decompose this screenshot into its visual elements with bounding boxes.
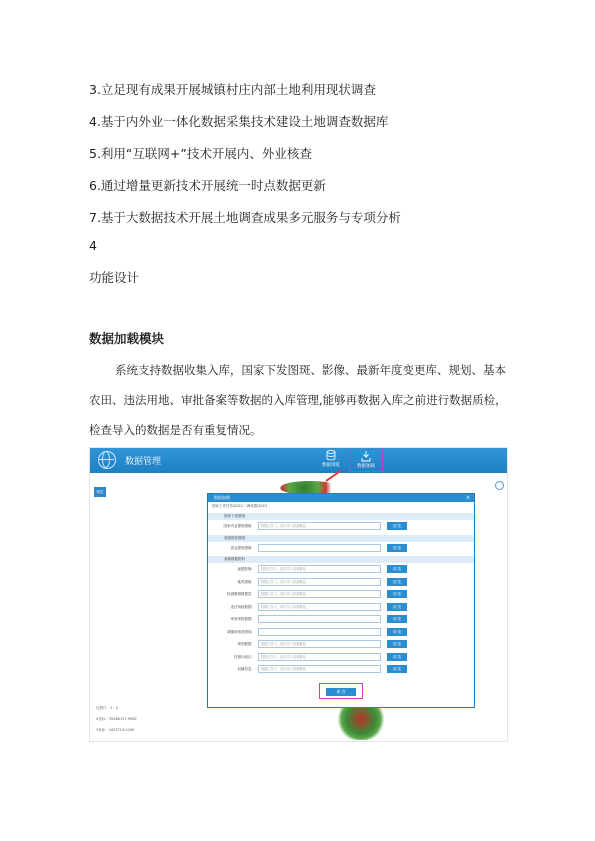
field-label: 审查审批数据： bbox=[230, 617, 255, 621]
app-header bbox=[90, 448, 507, 473]
browse-button[interactable]: 浏 览 bbox=[387, 653, 407, 661]
form-row bbox=[208, 576, 474, 589]
section-header: 省级提取图斑 bbox=[208, 535, 474, 542]
file-path-input[interactable] bbox=[258, 615, 381, 623]
data-load-label: 数据加载 bbox=[357, 464, 375, 469]
field-label: 省业提取图斑： bbox=[230, 545, 255, 550]
field-label: 检测图斑数据层： bbox=[227, 592, 255, 596]
data-load-dialog bbox=[207, 493, 475, 708]
browse-button[interactable]: 浏 览 bbox=[387, 628, 407, 636]
form-row bbox=[208, 651, 474, 664]
zoom-icon[interactable] bbox=[495, 481, 504, 490]
list-item: 5.利用“互联网+”技术开展内、外业核查 bbox=[89, 146, 312, 161]
body-paragraph bbox=[89, 355, 509, 445]
browse-button[interactable]: 浏 览 bbox=[387, 603, 407, 611]
form-row bbox=[208, 638, 474, 651]
form-row bbox=[208, 588, 474, 601]
field-label: 规划数据： bbox=[237, 642, 255, 646]
field-label: 村级行政区： bbox=[234, 654, 255, 659]
file-path-input[interactable]: 数据已导入，再次导入将被覆盖。 bbox=[258, 665, 381, 673]
list-item: 4.基于内外业一体化数据采集技术建设土地调查数据库 bbox=[89, 114, 389, 129]
data-load-button[interactable] bbox=[349, 449, 383, 472]
paragraph-text: 系统支持数据收集入库，国家下发图斑、影像、最新年度变更库、规划、基本农田、违法用地、审批备案等数据的入库管理,能够再数据入库之前进行数据质检，检查导入的数据是否有重复情况。 bbox=[89, 363, 507, 437]
browse-button[interactable]: 浏 览 bbox=[387, 544, 407, 552]
form-row bbox=[208, 542, 474, 555]
data-browse-button[interactable] bbox=[314, 449, 348, 472]
file-path-input[interactable]: 数据已导入，再次导入将被覆盖。 bbox=[258, 522, 381, 530]
form-row bbox=[208, 601, 474, 614]
file-path-input[interactable]: 数据已导入，再次导入将被覆盖。 bbox=[258, 578, 381, 586]
field-label: 国家内业提取图斑： bbox=[223, 524, 255, 528]
section-title: 功能设计 bbox=[89, 270, 140, 285]
browse-button[interactable]: 浏 览 bbox=[387, 578, 407, 586]
form-row bbox=[208, 663, 474, 676]
file-path-input[interactable] bbox=[258, 628, 381, 636]
dialog-header bbox=[208, 494, 474, 502]
browse-button[interactable]: 浏 览 bbox=[387, 640, 407, 648]
browse-button[interactable]: 浏 览 bbox=[387, 565, 407, 573]
dialog-path: 国家工作任务\2021二调成果\2021 bbox=[212, 504, 268, 508]
form-row bbox=[208, 563, 474, 576]
layer-button[interactable]: 图层 bbox=[94, 487, 106, 497]
browse-button[interactable]: 浏 览 bbox=[387, 522, 407, 530]
browse-button[interactable]: 浏 览 bbox=[387, 615, 407, 623]
globe-icon bbox=[98, 451, 116, 469]
file-path-input[interactable]: 数据已导入，再次导入将被覆盖。 bbox=[258, 565, 381, 573]
save-button[interactable]: 保 存 bbox=[326, 688, 356, 696]
file-path-input[interactable]: 数据已导入，再次导入将被覆盖。 bbox=[258, 653, 381, 661]
field-label: 城镇规划范围线： bbox=[227, 629, 255, 634]
data-browse-label: 数据浏览 bbox=[322, 463, 340, 468]
section-header: 国家下发图斑 bbox=[208, 513, 474, 520]
module-heading: 数据加载模块 bbox=[89, 331, 165, 346]
field-label: 违法用地数据： bbox=[230, 604, 255, 609]
browse-button[interactable]: 浏 览 bbox=[387, 665, 407, 673]
browse-button[interactable]: 浏 览 bbox=[387, 590, 407, 598]
field-label: 地类图斑： bbox=[237, 579, 255, 584]
list-item: 6.通过增量更新技术开展统一时点数据更新 bbox=[89, 178, 326, 193]
download-icon bbox=[361, 451, 371, 462]
scale-readout: 比例尺：1 : 0 bbox=[96, 706, 118, 710]
field-label: 权属信息： bbox=[237, 667, 255, 671]
app-screenshot bbox=[89, 447, 508, 742]
file-path-input[interactable] bbox=[258, 544, 381, 552]
file-path-input[interactable]: 数据已导入，再次导入将被覆盖。 bbox=[258, 603, 381, 611]
app-title: 数据管理 bbox=[125, 457, 162, 467]
dialog-title: 数据加载 bbox=[214, 495, 230, 500]
form-row bbox=[208, 626, 474, 639]
x-coordinate: X坐标：39480137.0962 bbox=[96, 717, 137, 721]
form-row bbox=[208, 613, 474, 626]
file-path-input[interactable]: 数据已导入，再次导入将被覆盖。 bbox=[258, 590, 381, 598]
form-row bbox=[208, 520, 474, 533]
file-path-input[interactable]: 数据已导入，再次导入将被覆盖。 bbox=[258, 640, 381, 648]
database-icon bbox=[326, 450, 336, 461]
save-highlight bbox=[319, 683, 363, 699]
close-icon[interactable]: × bbox=[465, 495, 470, 501]
list-item: 3.立足现有成果开展城镇村庄内部土地利用现状调查 bbox=[89, 82, 376, 97]
y-coordinate: Y坐标：4433714.0449 bbox=[96, 728, 135, 732]
field-label: 遥感影像： bbox=[237, 567, 255, 571]
section-number: 4 bbox=[89, 238, 97, 253]
section-header: 基础数据资料 bbox=[208, 556, 474, 563]
list-item: 7.基于大数据技术开展土地调查成果多元服务与专项分析 bbox=[89, 210, 401, 225]
